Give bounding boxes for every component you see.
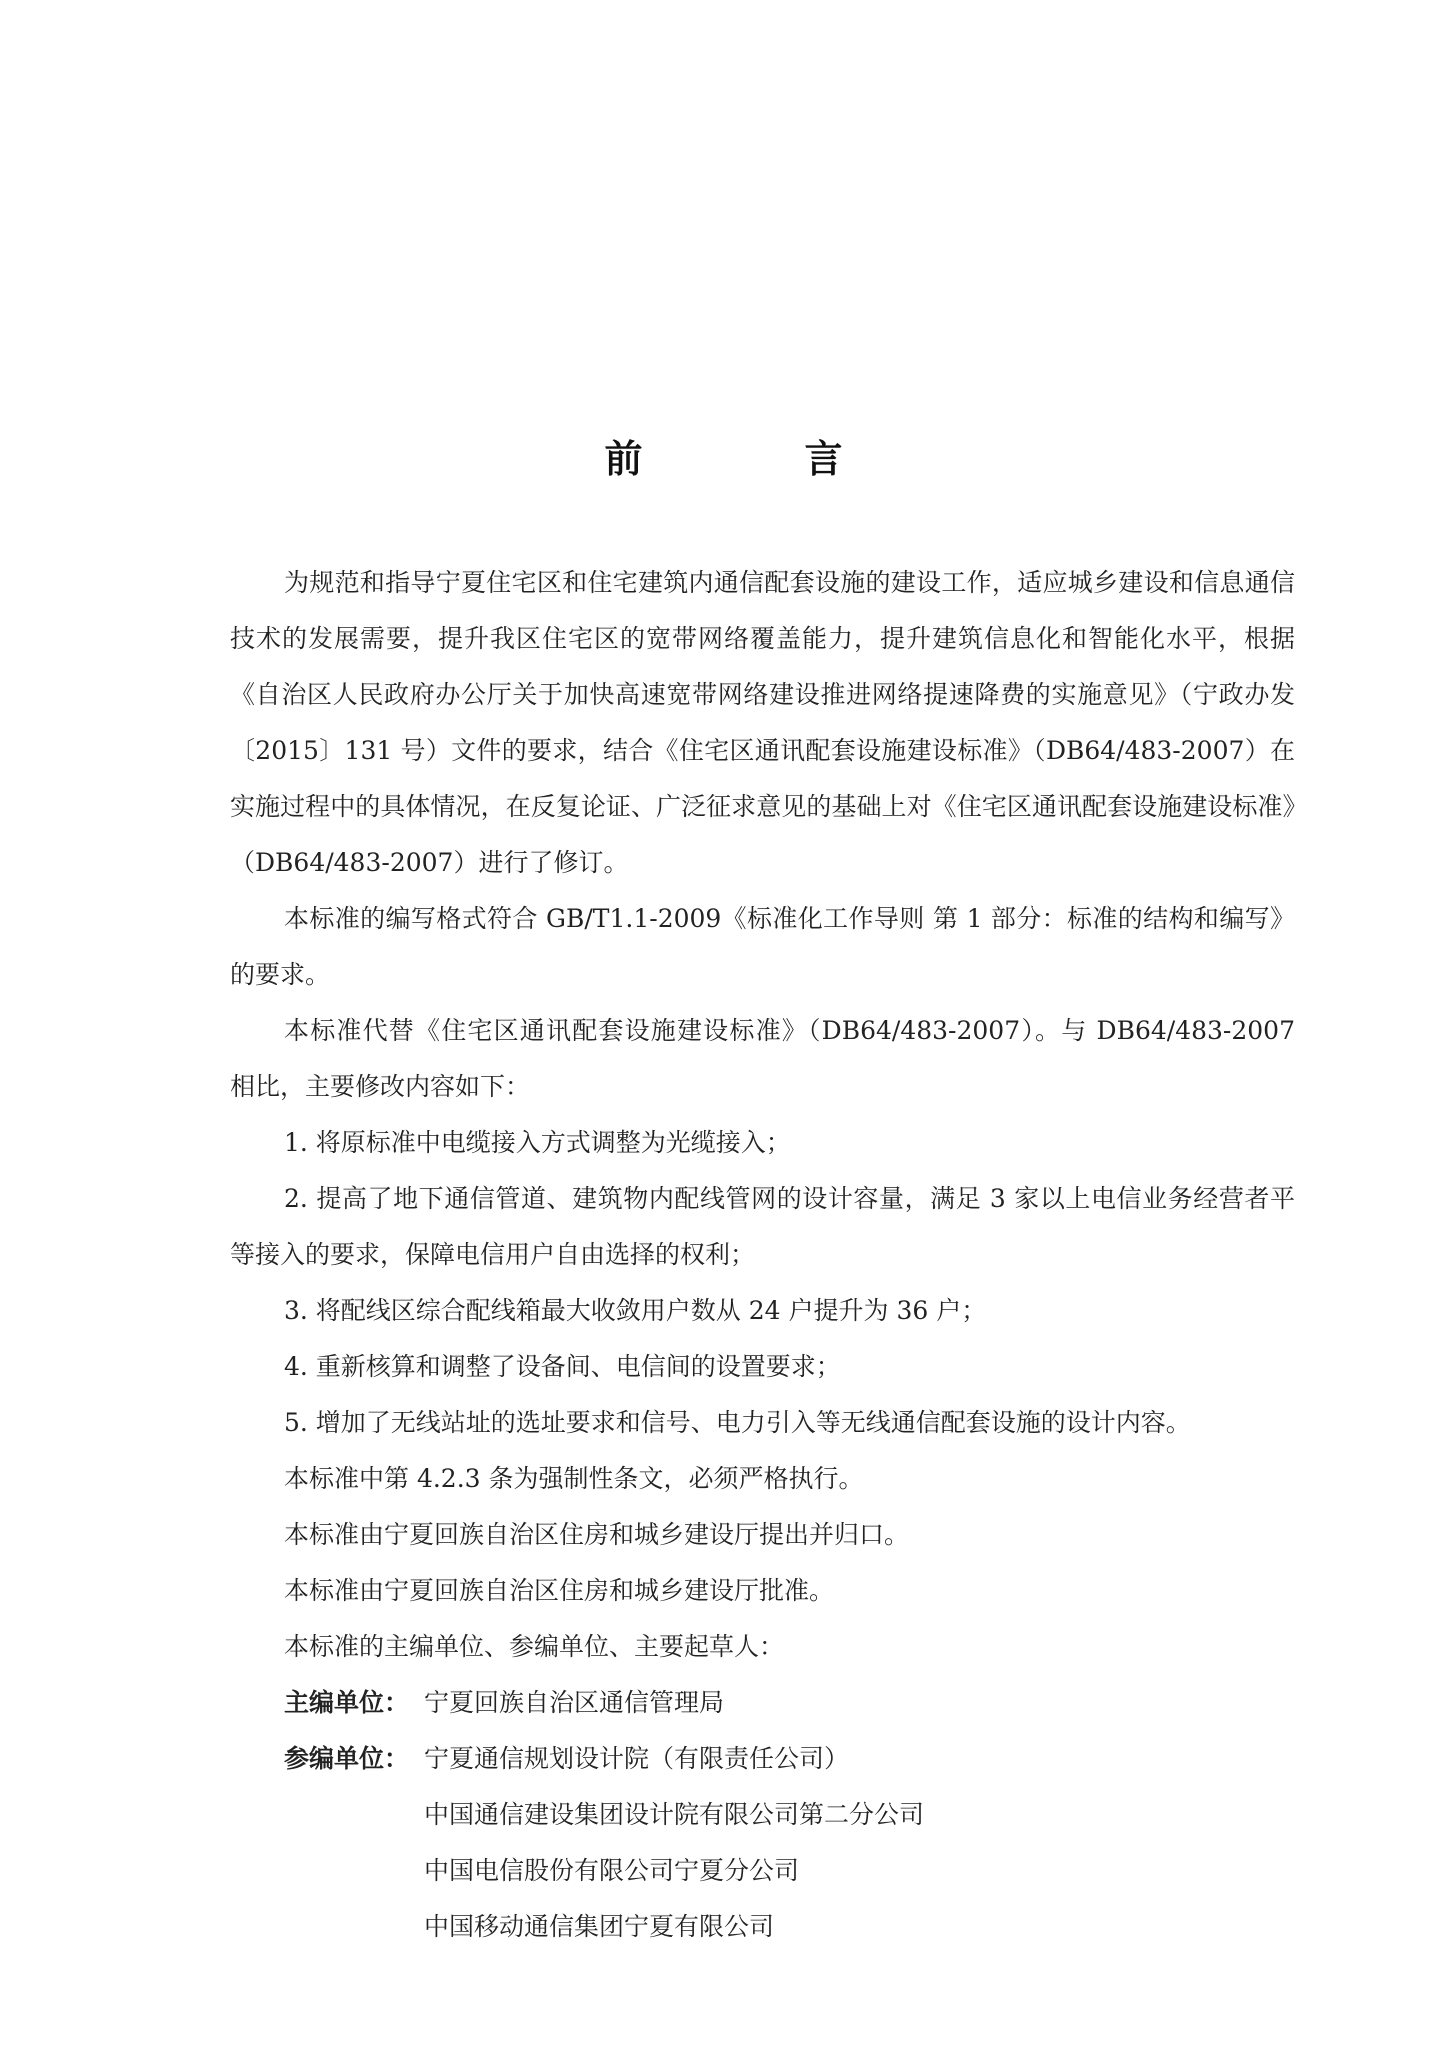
statement-approver: 本标准由宁夏回族自治区住房和城乡建设厅批准。 — [284, 1576, 835, 1605]
chief-unit-value: 宁夏回族自治区通信管理局 — [424, 1688, 725, 1717]
page-title: 前 言 — [604, 437, 905, 481]
statement-proposer: 本标准由宁夏回族自治区住房和城乡建设厅提出并归口。 — [284, 1520, 910, 1549]
statement-units-intro: 本标准的主编单位、参编单位、主要起草人： — [284, 1632, 785, 1661]
change-item-5: 5. 增加了无线站址的选址要求和信号、电力引入等无线通信配套设施的设计内容。 — [284, 1408, 1191, 1437]
participating-unit-value: 中国电信股份有限公司宁夏分公司 — [424, 1856, 800, 1885]
statement-mandatory: 本标准中第 4.2.3 条为强制性条文，必须严格执行。 — [284, 1464, 864, 1493]
foreword-body — [230, 555, 1295, 1955]
change-item-1: 1. 将原标准中电缆接入方式调整为光缆接入； — [284, 1128, 791, 1157]
paragraph-format: 本标准的编写格式符合 GB/T1.1-2009《标准化工作导则 第 1 部分：标准的结构和编写》的要求。 — [230, 904, 1295, 989]
chief-unit-row — [230, 1675, 1295, 1731]
participating-unit-row — [230, 1731, 1295, 1787]
change-item-3: 3. 将配线区综合配线箱最大收敛用户数从 24 户提升为 36 户； — [284, 1296, 987, 1325]
participating-unit-value: 中国移动通信集团宁夏有限公司 — [424, 1912, 775, 1941]
participating-unit-value: 宁夏通信规划设计院（有限责任公司） — [424, 1744, 850, 1773]
change-item-2: 2. 提高了地下通信管道、建筑物内配线管网的设计容量，满足 3 家以上电信业务经营者平等接入的要求，保障电信用户自由选择的权利； — [230, 1184, 1295, 1269]
participating-unit-label: 参编单位： — [284, 1744, 410, 1773]
chief-unit-label: 主编单位： — [284, 1688, 410, 1717]
paragraph-purpose: 为规范和指导宁夏住宅区和住宅建筑内通信配套设施的建设工作，适应城乡建设和信息通信技术的发展需要，提升我区住宅区的宽带网络覆盖能力，提升建筑信息化和智能化水平，根据《自治区人民政府办公厅关于加快高速宽带网络建设推进网络提速降费的实施意见》（宁政办发〔2015〕131 号）文件的要求，结合《住宅区通讯配套设施建设标准》（DB64/483-2007）在实施过程中的具体情况，在反复论证、广泛征求意见的基础上对《住宅区通讯配套设施建设标准》（DB64/483-2007）进行了修订。 — [230, 568, 1295, 877]
change-item-4: 4. 重新核算和调整了设备间、电信间的设置要求； — [284, 1352, 841, 1381]
paragraph-replacement: 本标准代替《住宅区通讯配套设施建设标准》（DB64/483-2007）。与 DB64/483-2007 相比，主要修改内容如下： — [230, 1016, 1295, 1101]
participating-unit-value: 中国通信建设集团设计院有限公司第二分公司 — [424, 1800, 925, 1829]
